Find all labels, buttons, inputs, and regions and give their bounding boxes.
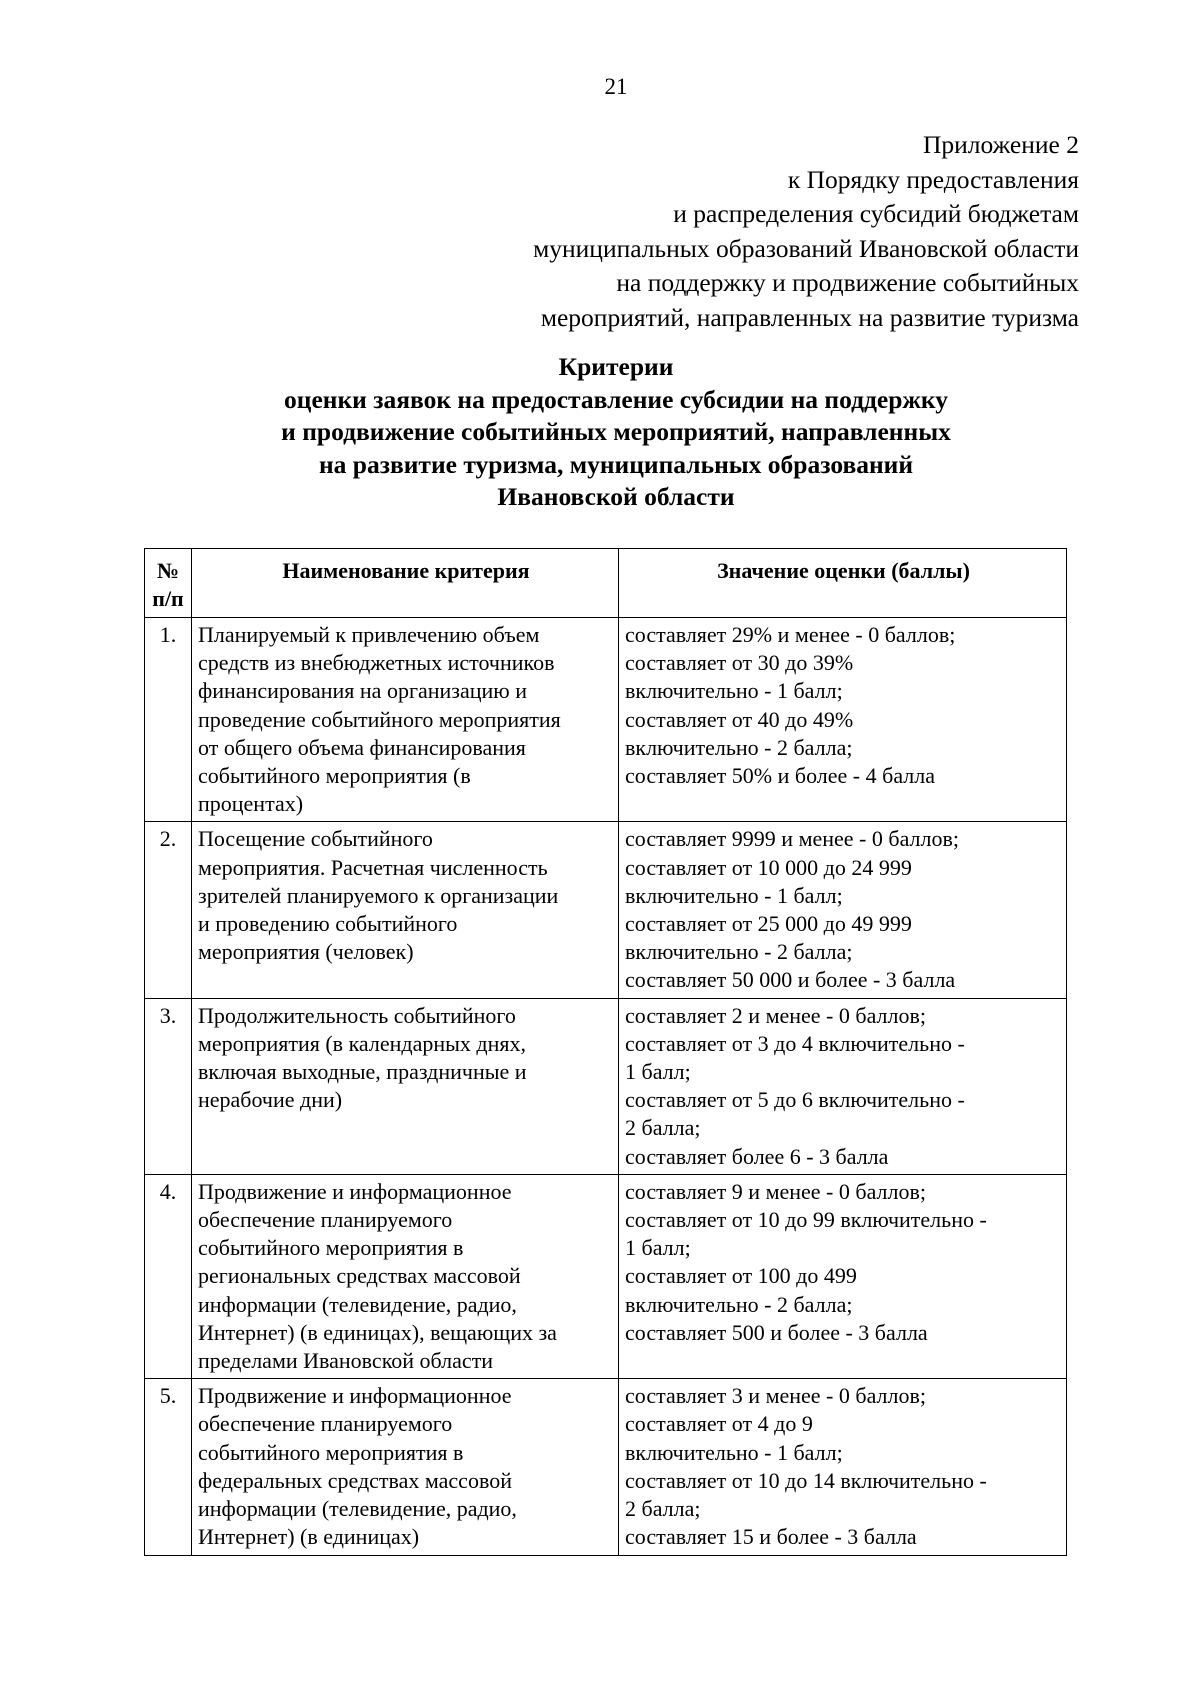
criterion-name-line: и проведению событийного xyxy=(198,911,458,937)
criterion-name-line: обеспечение планируемого xyxy=(198,1411,453,1437)
score-value-line: 2 балла; xyxy=(625,1496,701,1522)
score-value xyxy=(619,998,1067,1174)
criterion-name-line: от общего объема финансирования xyxy=(198,734,526,760)
appendix-line: к Порядку предоставления xyxy=(787,164,1079,194)
score-value-line: составляет 9999 и менее - 0 баллов; xyxy=(625,826,959,852)
score-value-line: 1 балл; xyxy=(625,1059,691,1085)
table-row xyxy=(145,822,1067,998)
score-value-line: включительно - 1 балл; xyxy=(625,678,843,704)
document-title xyxy=(0,351,1200,514)
criterion-name xyxy=(192,618,619,822)
row-number: 5. xyxy=(145,1379,192,1555)
criterion-name-line: средств из внебюджетных источников xyxy=(198,650,555,676)
appendix-line: Приложение 2 xyxy=(923,130,1079,159)
title-line: Ивановской области xyxy=(497,482,735,511)
table-row xyxy=(145,1174,1067,1378)
table-row xyxy=(145,998,1067,1174)
score-value-line: составляет от 3 до 4 включительно - xyxy=(625,1030,965,1056)
criterion-name-line: региональных средствах массовой xyxy=(198,1263,521,1289)
row-number: 3. xyxy=(145,998,192,1174)
score-value-line: 1 балл; xyxy=(625,1235,691,1261)
criterion-name-line: событийного мероприятия (в xyxy=(198,763,471,789)
score-value-line: составляет от 4 до 9 xyxy=(625,1411,813,1437)
title-line: и продвижение событийных мероприятий, направленных xyxy=(281,417,951,446)
criterion-name-line: информации (телевидение, радио, xyxy=(198,1291,517,1317)
row-number: 2. xyxy=(145,822,192,998)
appendix-line: муниципальных образований Ивановской области xyxy=(533,233,1079,263)
criterion-name-line: мероприятия. Расчетная численность xyxy=(198,854,548,880)
score-value-line: составляет 500 и более - 3 балла xyxy=(625,1319,928,1345)
criteria-table xyxy=(144,548,1067,1556)
row-number: 1. xyxy=(145,618,192,822)
score-value-line: составляет 3 и менее - 0 баллов; xyxy=(625,1383,926,1409)
criterion-name-line: событийного мероприятия в xyxy=(198,1439,464,1465)
score-value-line: составляет более 6 - 3 балла xyxy=(625,1143,889,1169)
criterion-name xyxy=(192,1174,619,1378)
criterion-name-line: Продвижение и информационное xyxy=(198,1178,512,1204)
score-value xyxy=(619,1174,1067,1378)
criterion-name-line: нерабочие дни) xyxy=(198,1087,343,1113)
criterion-name-line: включая выходные, праздничные и xyxy=(198,1059,527,1085)
score-value-line: составляет 9 и менее - 0 баллов; xyxy=(625,1178,926,1204)
criterion-name-line: Интернет) (в единицах) xyxy=(198,1524,420,1550)
header-score-value: Значение оценки (баллы) xyxy=(619,549,1067,618)
score-value-line: составляет от 25 000 до 49 999 xyxy=(625,911,912,937)
criterion-name-line: финансирования на организацию и xyxy=(198,678,527,704)
criterion-name-line: федеральных средствах массовой xyxy=(198,1467,512,1493)
score-value-line: включительно - 2 балла; xyxy=(625,1291,853,1317)
criterion-name xyxy=(192,822,619,998)
score-value-line: включительно - 1 балл; xyxy=(625,1439,843,1465)
row-number: 4. xyxy=(145,1174,192,1378)
table-header-row xyxy=(145,549,1067,618)
criterion-name-line: Продвижение и информационное xyxy=(198,1383,512,1409)
criterion-name-line: Посещение событийного xyxy=(198,826,433,852)
score-value-line: составляет 29% и менее - 0 баллов; xyxy=(625,622,956,647)
score-value-line: включительно - 1 балл; xyxy=(625,882,843,908)
appendix-line: мероприятий, направленных на развитие туризма xyxy=(540,302,1079,332)
header-number-line: № xyxy=(156,558,180,583)
appendix-reference xyxy=(533,128,1079,335)
criterion-name xyxy=(192,998,619,1174)
score-value-line: составляет от 10 до 14 включительно - xyxy=(625,1467,987,1493)
title-line: Критерии xyxy=(558,352,674,381)
criterion-name-line: событийного мероприятия в xyxy=(198,1235,464,1261)
header-number-line: п/п xyxy=(152,586,184,612)
title-line: оценки заявок на предоставление субсидии на поддержку xyxy=(284,384,948,414)
appendix-line: на поддержку и продвижение событийных xyxy=(616,268,1079,297)
criterion-name-line: мероприятия (в календарных днях, xyxy=(198,1030,527,1056)
score-value-line: составляет от 10 000 до 24 999 xyxy=(625,854,912,880)
criterion-name-line: информации (телевидение, радио, xyxy=(198,1496,517,1522)
score-value-line: составляет от 10 до 99 включительно - xyxy=(625,1207,987,1233)
score-value-line: составляет от 30 до 39% xyxy=(625,650,854,676)
appendix-line: и распределения субсидий бюджетам xyxy=(673,199,1079,228)
score-value-line: составляет 50% и более - 4 балла xyxy=(625,763,936,789)
header-criterion-name: Наименование критерия xyxy=(192,549,619,618)
criterion-name-line: обеспечение планируемого xyxy=(198,1207,453,1233)
title-line: на развитие туризма, муниципальных образований xyxy=(318,449,914,479)
criterion-name xyxy=(192,1379,619,1555)
page-number: 21 xyxy=(604,74,628,99)
criterion-name-line: мероприятия (человек) xyxy=(198,939,414,965)
criterion-name-line: зрителей планируемого к организации xyxy=(198,882,559,908)
criterion-name-line: проведение событийного мероприятия xyxy=(198,706,561,732)
score-value-line: 2 балла; xyxy=(625,1115,701,1141)
score-value-line: составляет 15 и более - 3 балла xyxy=(625,1524,917,1550)
score-value-line: включительно - 2 балла; xyxy=(625,734,853,760)
score-value xyxy=(619,822,1067,998)
score-value-line: составляет от 5 до 6 включительно - xyxy=(625,1087,965,1113)
score-value-line: составляет 50 000 и более - 3 балла xyxy=(625,967,956,993)
criterion-name-line: Интернет) (в единицах), вещающих за xyxy=(198,1319,557,1345)
score-value xyxy=(619,1379,1067,1555)
score-value-line: составляет от 100 до 499 xyxy=(625,1263,857,1289)
score-value xyxy=(619,618,1067,822)
criterion-name-line: пределами Ивановской области xyxy=(198,1348,494,1374)
score-value-line: составляет 2 и менее - 0 баллов; xyxy=(625,1002,926,1028)
score-value-line: включительно - 2 балла; xyxy=(625,939,853,965)
criterion-name-line: процентах) xyxy=(198,791,304,817)
table-row xyxy=(145,618,1067,822)
header-number xyxy=(145,549,192,618)
score-value-line: составляет от 40 до 49% xyxy=(625,706,854,732)
criterion-name-line: Планируемый к привлечению объем xyxy=(198,622,540,647)
criterion-name-line: Продолжительность событийного xyxy=(198,1002,516,1028)
table-row xyxy=(145,1379,1067,1555)
